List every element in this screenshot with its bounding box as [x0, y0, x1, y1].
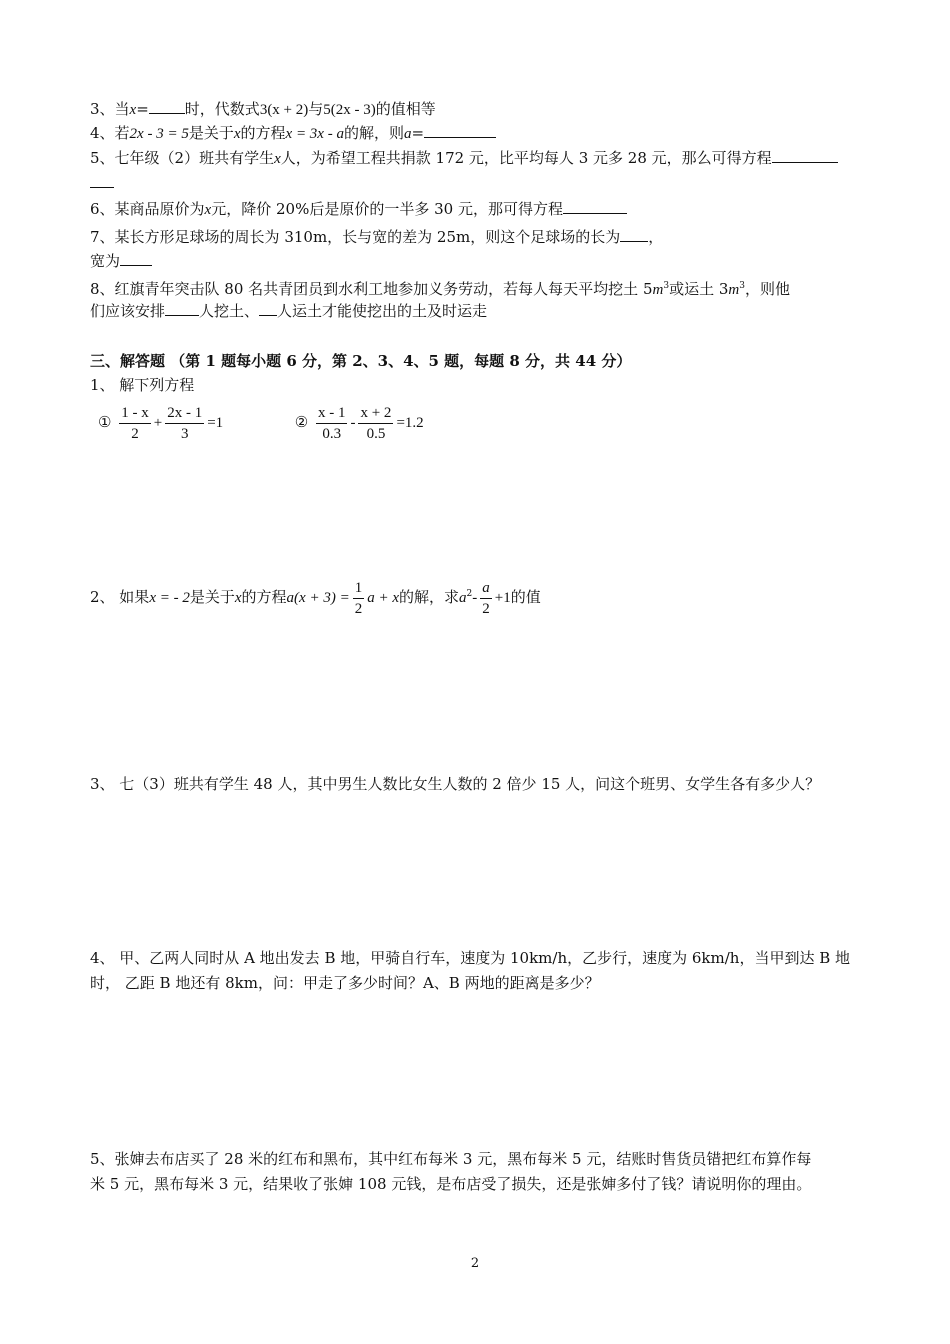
solve-q4-line1: 4、 甲、乙两人同时从 A 地出发去 B 地，甲骑自行车，速度为 10km/h，乙步行，速度为 6km/h，当甲到达 B 地	[90, 949, 851, 967]
section-3-title: 三、解答题 （第 1 题每小题 6 分，第 2、3、4、5 题，每题 8 分，共 44 分）	[90, 352, 632, 370]
question-6: 6、某商品原价为x元，降价 20%后是原价的一半多 30 元，那可得方程	[90, 198, 627, 221]
answer-blank[interactable]	[772, 147, 838, 163]
question-7-line2: 宽为	[90, 250, 152, 272]
answer-blank[interactable]	[620, 226, 648, 242]
answer-blank[interactable]	[149, 98, 185, 114]
question-8-line2: 们应该安排 人挖土、 人运土才能使挖出的土及时运走	[90, 302, 488, 320]
answer-blank[interactable]	[259, 300, 277, 316]
answer-blank[interactable]	[90, 172, 114, 188]
solve-q4-line2: 时， 乙距 B 地还有 8km，问：甲走了多少时间？A、B 两地的距离是多少？	[90, 974, 600, 992]
question-5-continuation	[90, 172, 114, 194]
question-3: 3、当x= 时，代数式3(x + 2)与5(2x - 3)的值相等	[90, 100, 436, 118]
page-number: 2	[470, 1256, 480, 1271]
equation-2: ② $\frac{x - 1}{0.3}$ - $\frac{x + 2}{0.5}$ =1.2	[294, 404, 424, 442]
question-8: 8、红旗青年突击队 80 名共青团员到水利工地参加义务劳动，若每人每天平均挖土 $5m^3$或运土 $3m^3$，则他	[90, 280, 790, 298]
answer-blank[interactable]	[563, 198, 627, 214]
solve-q2: 2、 如果x = - 2是关于x的方程a(x + 3) = $\frac{1}{2}$ a + x的解，求$a^2-$ $\frac{a}{2}$ +1的值	[90, 579, 541, 617]
answer-blank[interactable]	[424, 122, 496, 138]
question-7: 7、某长方形足球场的周长为 310m，长与宽的差为 25m，则这个足球场的长为 ，	[90, 228, 664, 246]
solve-q1-equations	[98, 400, 424, 445]
answer-blank[interactable]	[120, 250, 152, 266]
solve-q5-line1: 5、张婶去布店买了 28 米的红布和黑布，其中红布每米 3 元，黑布每米 5 元，结账时售货员错把红布算作每	[90, 1150, 812, 1168]
solve-q5-line2: 米 5 元，黑布每米 3 元，结果收了张婶 108 元钱，是布店受了损失，还是张婶多付了钱？请说明你的理由。	[90, 1175, 812, 1193]
question-5: 5、七年级（2）班共有学生x人，为希望工程共捐款 172 元，比平均每人 3 元多 28 元，那么可得方程	[90, 147, 838, 170]
question-4: 4、若2x - 3 = 5是关于x的方程x = 3x - a的解，则a=	[90, 122, 496, 145]
solve-q1-label: 1、 解下列方程	[90, 376, 195, 394]
answer-blank[interactable]	[165, 300, 199, 316]
solve-q3: 3、 七（3）班共有学生 48 人，其中男生人数比女生人数的 2 倍少 15 人，问这个班男、女学生各有多少人？	[90, 775, 821, 793]
equation-1: ① $\frac{1 - x}{2}$ + $\frac{2x - 1}{3}$ =1	[98, 404, 224, 442]
